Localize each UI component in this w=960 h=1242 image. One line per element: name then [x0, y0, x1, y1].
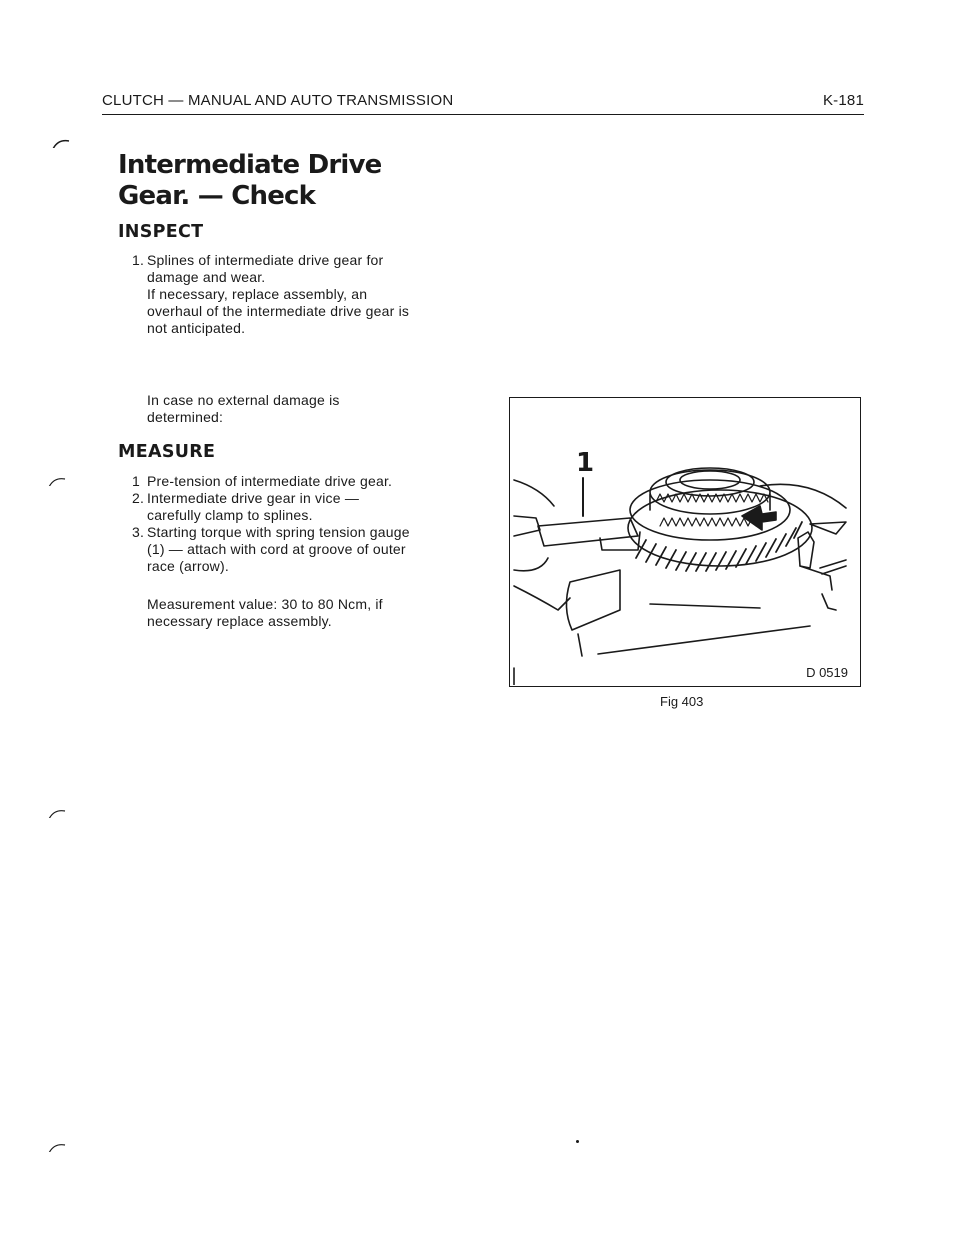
margin-mark-icon: [52, 138, 70, 148]
inspect-list: [132, 252, 409, 337]
item-line: (1) — attach with cord at groove of outer: [147, 541, 406, 557]
item-line: Pre-tension of intermediate drive gear.: [147, 473, 393, 489]
gear-in-vice-illustration: [510, 398, 859, 685]
item-number: 1.: [132, 252, 145, 268]
inspect-heading: INSPECT: [118, 222, 204, 242]
scan-speck: [576, 1140, 579, 1143]
item-line: race (arrow).: [147, 558, 229, 574]
vice-outline: [514, 480, 554, 506]
measurement-value: [147, 596, 383, 630]
value-line: necessary replace assembly.: [147, 613, 332, 629]
value-line: Measurement value: 30 to 80 Ncm, if: [147, 596, 383, 612]
item-number: 3.: [132, 524, 145, 540]
margin-mark-icon: [48, 808, 66, 818]
item-number: 2.: [132, 490, 145, 506]
figure-403: [509, 397, 861, 687]
item-line: If necessary, replace assembly, an: [147, 286, 368, 302]
gauge-handle: [538, 518, 638, 546]
list-item: [132, 490, 410, 524]
header-rule: [102, 114, 864, 115]
margin-mark-icon: [48, 1142, 66, 1152]
item-line: Splines of intermediate drive gear for: [147, 252, 384, 268]
list-item: [132, 252, 409, 337]
list-item: [132, 524, 410, 575]
note-line: determined:: [147, 409, 224, 425]
helical-teeth: [636, 522, 802, 571]
figure-caption: Fig 403: [660, 694, 704, 709]
callout-number: 1: [576, 448, 595, 478]
title-line-1: Intermediate Drive: [118, 150, 382, 180]
item-line: Starting torque with spring tension gauge: [147, 524, 410, 540]
measure-heading: MEASURE: [118, 442, 216, 462]
item-line: not anticipated.: [147, 320, 246, 336]
title-line-2: Gear. — Check: [118, 181, 316, 211]
margin-mark-icon: [48, 476, 66, 486]
section-title: CLUTCH — MANUAL AND AUTO TRANSMISSION: [102, 92, 454, 109]
list-item: [132, 473, 410, 490]
item-line: damage and wear.: [147, 269, 266, 285]
item-line: overhaul of the intermediate drive gear is: [147, 303, 410, 319]
condition-note: [147, 392, 340, 426]
vice-jaw-left: [566, 570, 620, 630]
item-line: carefully clamp to splines.: [147, 507, 313, 523]
measure-list: [132, 473, 410, 575]
page-number: K-181: [822, 92, 864, 109]
note-line: In case no external damage is: [147, 392, 340, 408]
item-number: 1: [132, 473, 140, 489]
vice-jaw-right: [798, 532, 814, 568]
item-line: Intermediate drive gear in vice —: [147, 490, 360, 506]
page-title: [118, 150, 518, 212]
figure-code: D 0519: [806, 665, 848, 680]
